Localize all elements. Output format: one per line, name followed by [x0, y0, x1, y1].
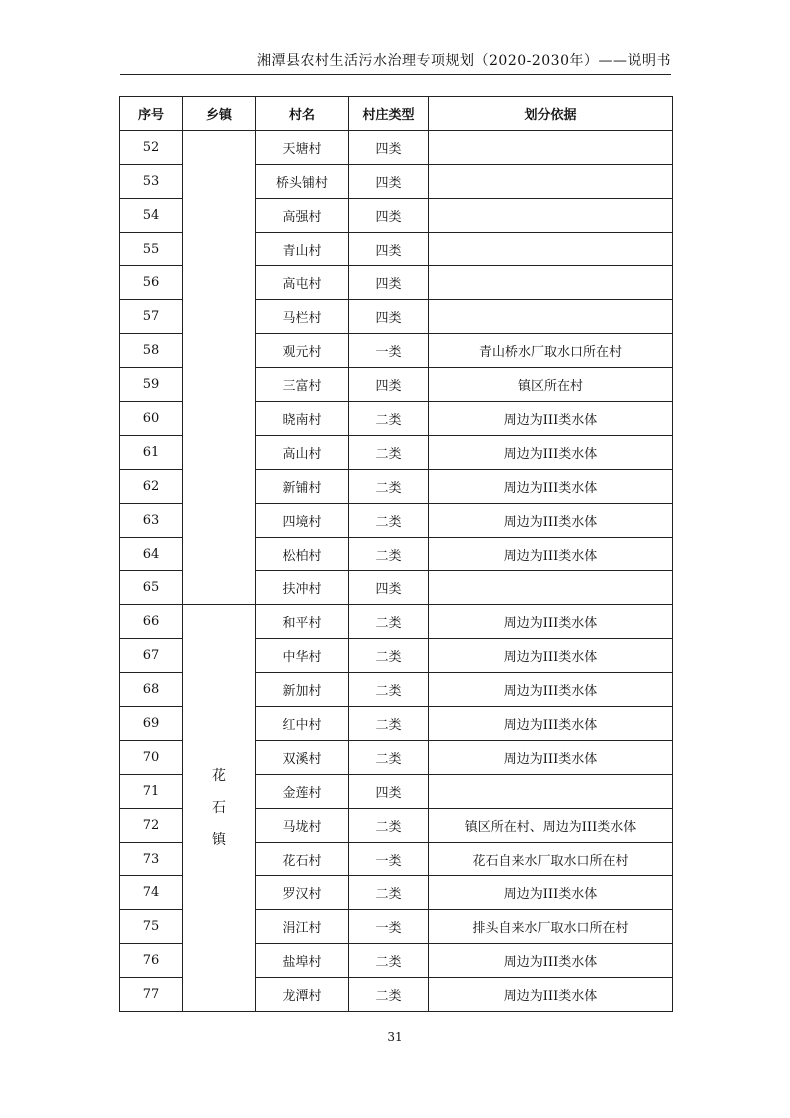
row-number-cell: 62 [120, 469, 183, 503]
village-name-cell: 马垅村 [256, 808, 349, 842]
village-name-cell: 松柏村 [256, 537, 349, 571]
basis-cell: 排头自来水厂取水口所在村 [429, 910, 673, 944]
village-name-cell: 青山村 [256, 232, 349, 266]
column-header-village-type: 村庄类型 [349, 97, 429, 131]
village-name-cell: 涓江村 [256, 910, 349, 944]
row-number-cell: 63 [120, 503, 183, 537]
table-body [120, 130, 673, 1011]
village-name-cell: 高屯村 [256, 266, 349, 300]
header-rule [120, 74, 671, 75]
village-name-cell: 新铺村 [256, 469, 349, 503]
village-type-cell: 四类 [349, 198, 429, 232]
basis-cell [429, 232, 673, 266]
row-number-cell: 70 [120, 740, 183, 774]
page-header: 湘潭县农村生活污水治理专项规划（2020-2030年）——说明书 [257, 53, 671, 69]
village-type-cell: 二类 [349, 402, 429, 436]
town-cell [183, 130, 256, 604]
basis-cell [429, 300, 673, 334]
column-header-town: 乡镇 [183, 97, 256, 131]
row-number-cell: 56 [120, 266, 183, 300]
village-type-cell: 二类 [349, 673, 429, 707]
row-number-cell: 61 [120, 435, 183, 469]
village-name-cell: 双溪村 [256, 740, 349, 774]
village-type-cell: 二类 [349, 808, 429, 842]
basis-cell: 周边为III类水体 [429, 740, 673, 774]
village-type-cell: 二类 [349, 944, 429, 978]
village-name-cell: 观元村 [256, 334, 349, 368]
basis-cell: 周边为III类水体 [429, 978, 673, 1012]
row-number-cell: 57 [120, 300, 183, 334]
row-number-cell: 71 [120, 774, 183, 808]
row-number-cell: 77 [120, 978, 183, 1012]
basis-cell: 周边为III类水体 [429, 402, 673, 436]
village-type-cell: 四类 [349, 571, 429, 605]
basis-cell: 周边为III类水体 [429, 673, 673, 707]
row-number-cell: 74 [120, 876, 183, 910]
table-header-row [120, 97, 673, 131]
village-type-cell: 四类 [349, 774, 429, 808]
village-type-cell: 一类 [349, 842, 429, 876]
village-type-cell: 二类 [349, 435, 429, 469]
village-type-cell: 二类 [349, 639, 429, 673]
village-name-cell: 罗汉村 [256, 876, 349, 910]
column-header-basis: 划分依据 [429, 97, 673, 131]
village-type-cell: 一类 [349, 910, 429, 944]
village-name-cell: 红中村 [256, 707, 349, 741]
row-number-cell: 58 [120, 334, 183, 368]
village-type-cell: 二类 [349, 707, 429, 741]
town-name-char: 镇 [212, 832, 226, 849]
table-row [120, 605, 673, 639]
row-number-cell: 68 [120, 673, 183, 707]
basis-cell [429, 164, 673, 198]
village-name-cell: 扶冲村 [256, 571, 349, 605]
village-classification-table [119, 96, 673, 1012]
village-type-cell: 二类 [349, 605, 429, 639]
page-number: 31 [387, 1030, 403, 1044]
village-name-cell: 晓南村 [256, 402, 349, 436]
basis-cell: 周边为III类水体 [429, 876, 673, 910]
column-header-village: 村名 [256, 97, 349, 131]
village-name-cell: 四境村 [256, 503, 349, 537]
village-type-cell: 二类 [349, 740, 429, 774]
village-type-cell: 一类 [349, 334, 429, 368]
basis-cell: 周边为III类水体 [429, 639, 673, 673]
village-type-cell: 四类 [349, 266, 429, 300]
town-name-char: 石 [212, 800, 226, 817]
village-type-cell: 二类 [349, 537, 429, 571]
town-name [212, 760, 226, 856]
basis-cell: 周边为III类水体 [429, 503, 673, 537]
village-type-cell: 四类 [349, 368, 429, 402]
town-cell [183, 605, 256, 1012]
row-number-cell: 76 [120, 944, 183, 978]
basis-cell: 周边为III类水体 [429, 435, 673, 469]
row-number-cell: 65 [120, 571, 183, 605]
village-name-cell: 马栏村 [256, 300, 349, 334]
village-name-cell: 三富村 [256, 368, 349, 402]
row-number-cell: 53 [120, 164, 183, 198]
basis-cell: 周边为III类水体 [429, 707, 673, 741]
row-number-cell: 69 [120, 707, 183, 741]
village-name-cell: 和平村 [256, 605, 349, 639]
basis-cell [429, 266, 673, 300]
basis-cell: 周边为III类水体 [429, 537, 673, 571]
basis-cell: 周边为III类水体 [429, 944, 673, 978]
row-number-cell: 52 [120, 130, 183, 164]
village-name-cell: 天塘村 [256, 130, 349, 164]
village-type-cell: 四类 [349, 130, 429, 164]
town-name-char: 花 [212, 768, 226, 785]
village-name-cell: 盐埠村 [256, 944, 349, 978]
row-number-cell: 54 [120, 198, 183, 232]
village-name-cell: 高强村 [256, 198, 349, 232]
basis-cell: 周边为III类水体 [429, 469, 673, 503]
basis-cell: 青山桥水厂取水口所在村 [429, 334, 673, 368]
basis-cell: 花石自来水厂取水口所在村 [429, 842, 673, 876]
village-type-cell: 二类 [349, 876, 429, 910]
basis-cell [429, 130, 673, 164]
row-number-cell: 59 [120, 368, 183, 402]
row-number-cell: 64 [120, 537, 183, 571]
village-name-cell: 花石村 [256, 842, 349, 876]
row-number-cell: 60 [120, 402, 183, 436]
row-number-cell: 55 [120, 232, 183, 266]
village-name-cell: 桥头铺村 [256, 164, 349, 198]
basis-cell [429, 198, 673, 232]
village-name-cell: 中华村 [256, 639, 349, 673]
row-number-cell: 73 [120, 842, 183, 876]
basis-cell [429, 571, 673, 605]
village-type-cell: 二类 [349, 978, 429, 1012]
basis-cell: 周边为III类水体 [429, 605, 673, 639]
village-type-cell: 四类 [349, 232, 429, 266]
row-number-cell: 67 [120, 639, 183, 673]
table-row [120, 130, 673, 164]
village-type-cell: 四类 [349, 300, 429, 334]
row-number-cell: 66 [120, 605, 183, 639]
village-type-cell: 二类 [349, 503, 429, 537]
village-name-cell: 新加村 [256, 673, 349, 707]
row-number-cell: 75 [120, 910, 183, 944]
basis-cell: 镇区所在村、周边为III类水体 [429, 808, 673, 842]
village-name-cell: 高山村 [256, 435, 349, 469]
village-name-cell: 金莲村 [256, 774, 349, 808]
basis-cell: 镇区所在村 [429, 368, 673, 402]
village-type-cell: 四类 [349, 164, 429, 198]
basis-cell [429, 774, 673, 808]
column-header-number: 序号 [120, 97, 183, 131]
village-name-cell: 龙潭村 [256, 978, 349, 1012]
village-type-cell: 二类 [349, 469, 429, 503]
row-number-cell: 72 [120, 808, 183, 842]
